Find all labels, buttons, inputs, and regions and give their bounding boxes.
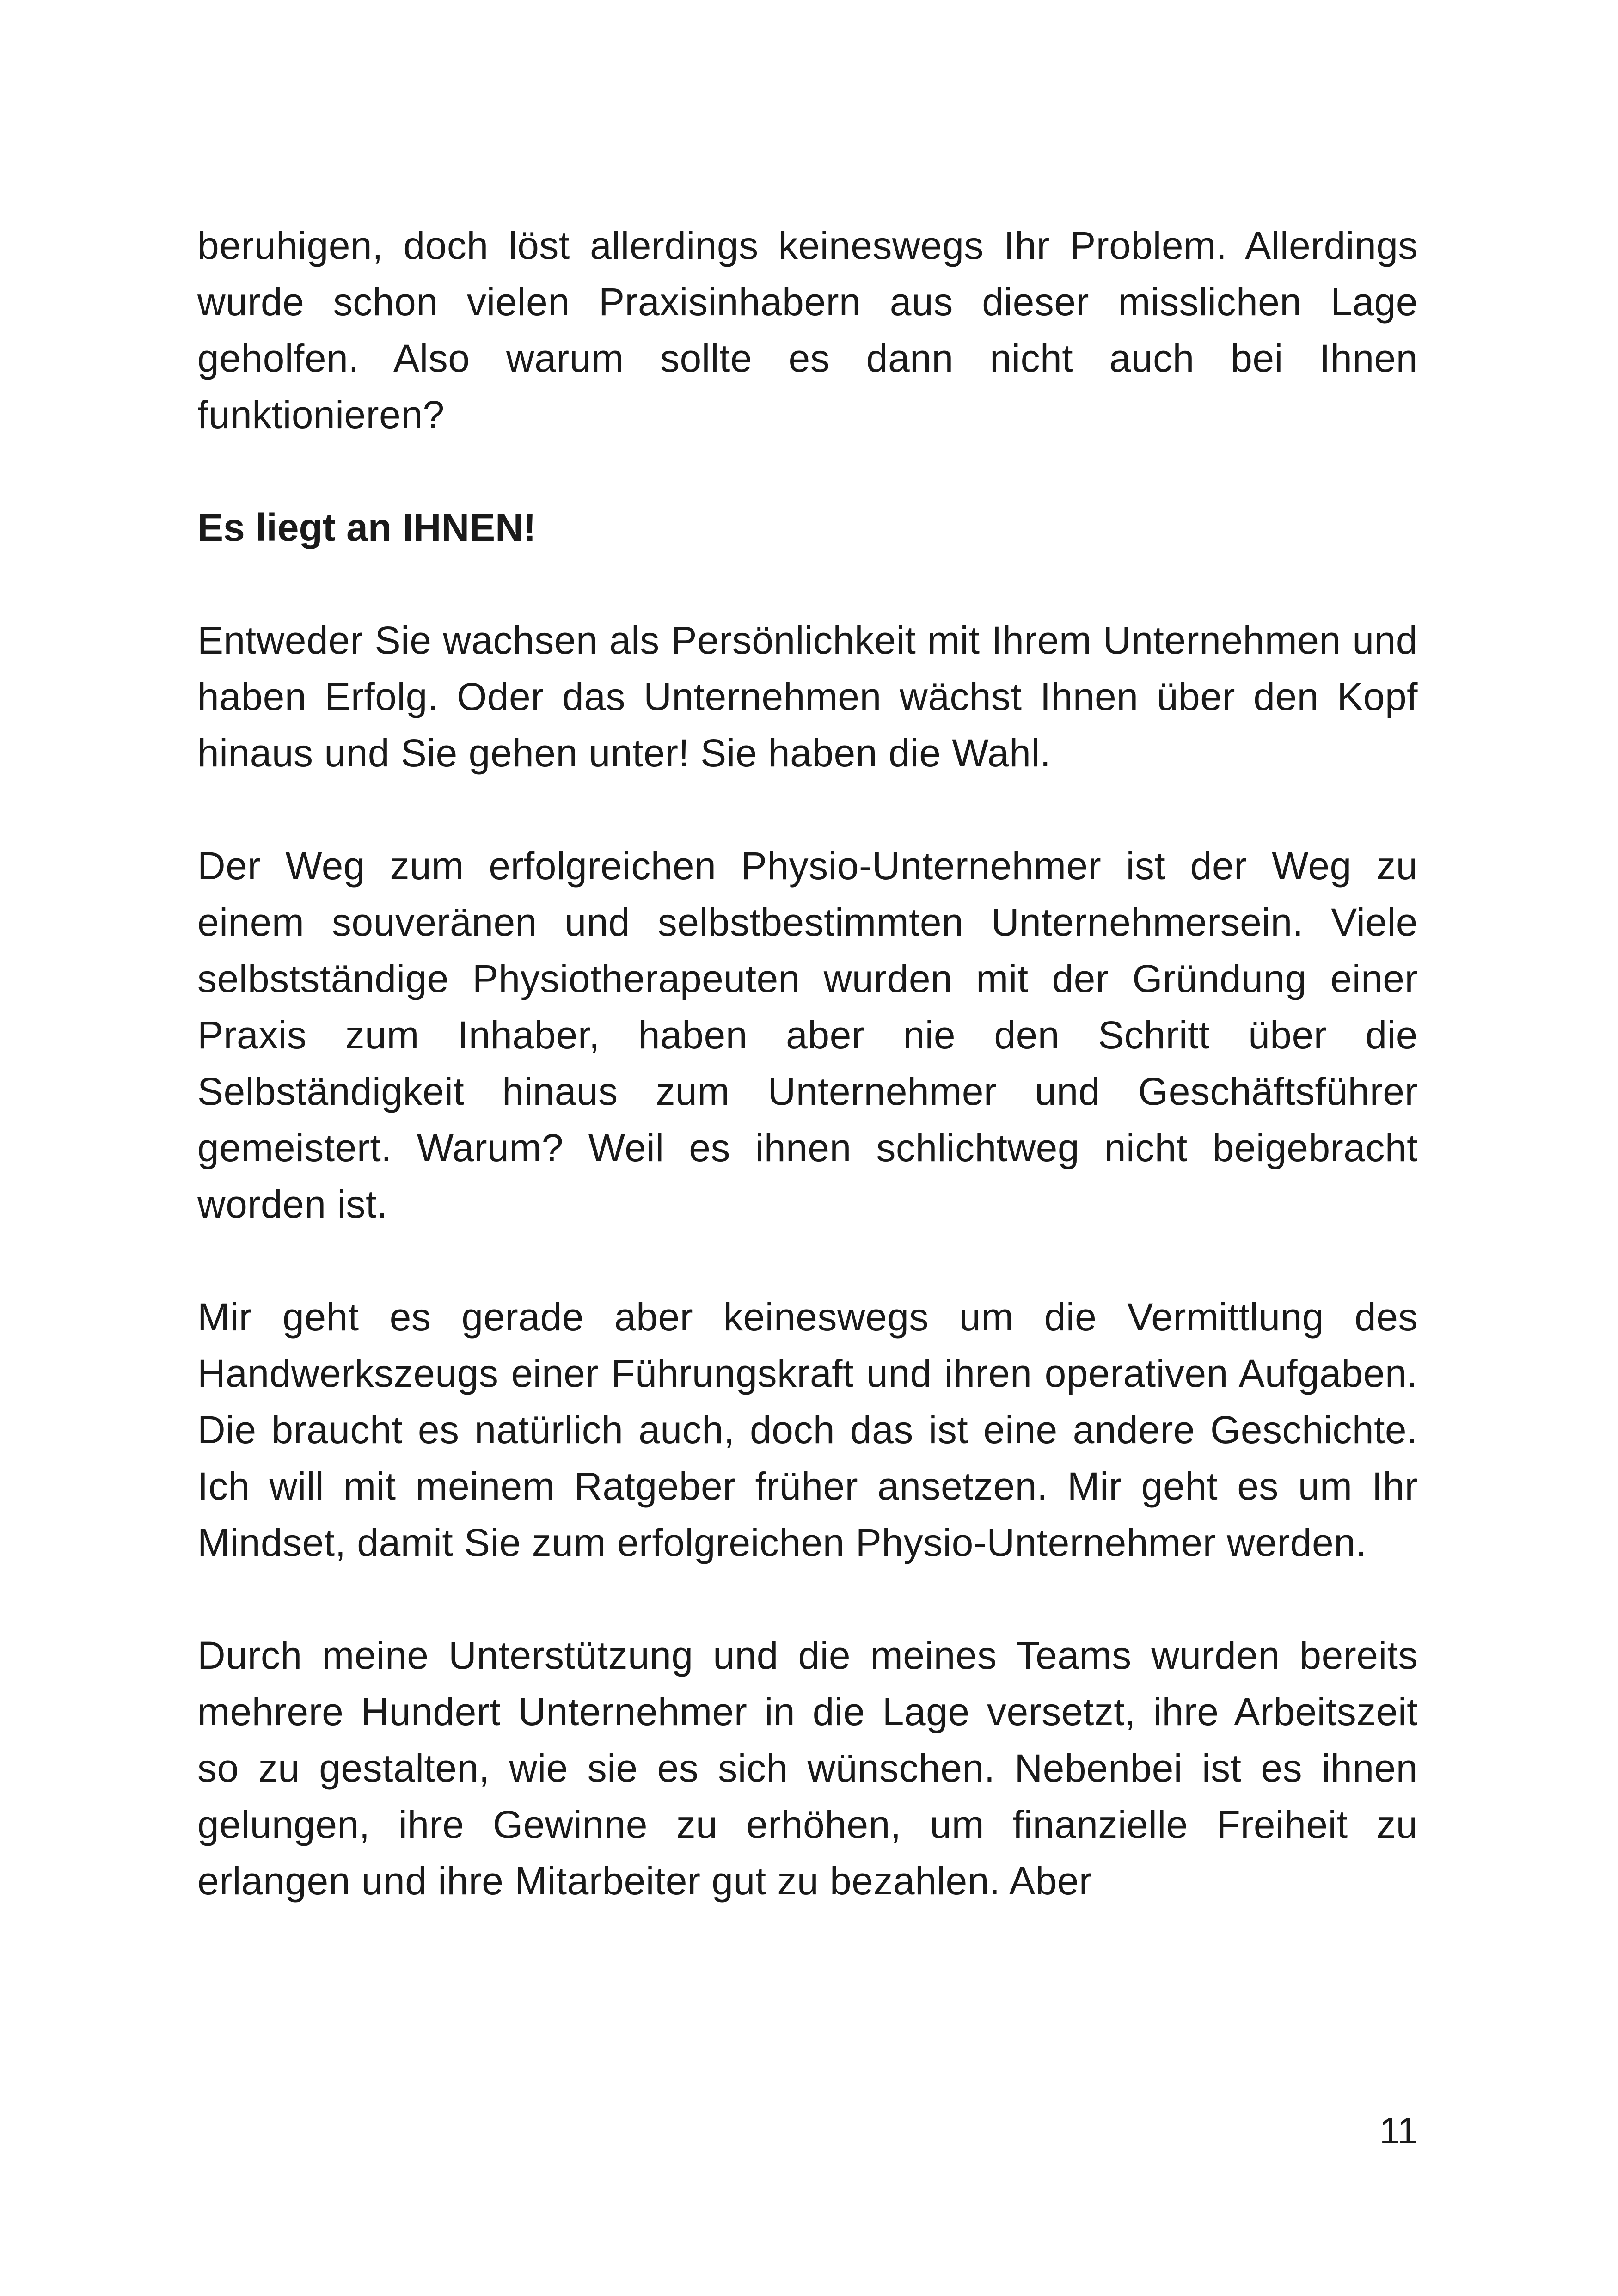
paragraph-3: Der Weg zum erfolgreichen Physio-Unternehmer ist der Weg zu einem souveränen und selbstbestimmten Unternehmersein. Viele selbstständige Physiotherapeuten wurden mit der Gründung einer Praxis zum Inhaber, haben aber nie den Schritt über die Selbständigkeit hinaus zum Unternehmer und Geschäftsführer gemeistert. Warum? Weil es ihnen schlichtweg nicht beigebracht worden ist.: [197, 844, 1418, 1226]
page-body: [197, 217, 1418, 1965]
paragraph-1: beruhigen, doch löst allerdings keineswegs Ihr Problem. Allerdings wurde schon vielen Praxisinhabern aus dieser misslichen Lage geholfen. Also warum sollte es dann nicht auch bei Ihnen funktionieren?: [197, 224, 1418, 436]
page-number: 11: [1379, 2110, 1418, 2151]
section-heading: Es liegt an IHNEN!: [197, 506, 536, 549]
paragraph-4: Mir geht es gerade aber keineswegs um die Vermittlung des Handwerkszeugs einer Führungskraft und ihren operativen Aufgaben. Die braucht es natürlich auch, doch das ist eine andere Geschichte. Ich will mit meinem Ratgeber früher ansetzen. Mir geht es um Ihr Mindset, damit Sie zum erfolgreichen Physio-Unternehmer werden.: [197, 1295, 1418, 1564]
paragraph-5: Durch meine Unterstützung und die meines Teams wurden bereits mehrere Hundert Unternehmer in die Lage versetzt, ihre Arbeitszeit so zu gestalten, wie sie es sich wünschen. Nebenbei ist es ihnen gelungen, ihre Gewinne zu erhöhen, um finanzielle Freiheit zu erlangen und ihre Mitarbeiter gut zu bezahlen. Aber: [197, 1634, 1418, 1903]
paragraph-2: Entweder Sie wachsen als Persönlichkeit mit Ihrem Unternehmen und haben Erfolg. Oder das Unternehmen wächst Ihnen über den Kopf hinaus und Sie gehen unter! Sie haben die Wahl.: [197, 618, 1418, 775]
